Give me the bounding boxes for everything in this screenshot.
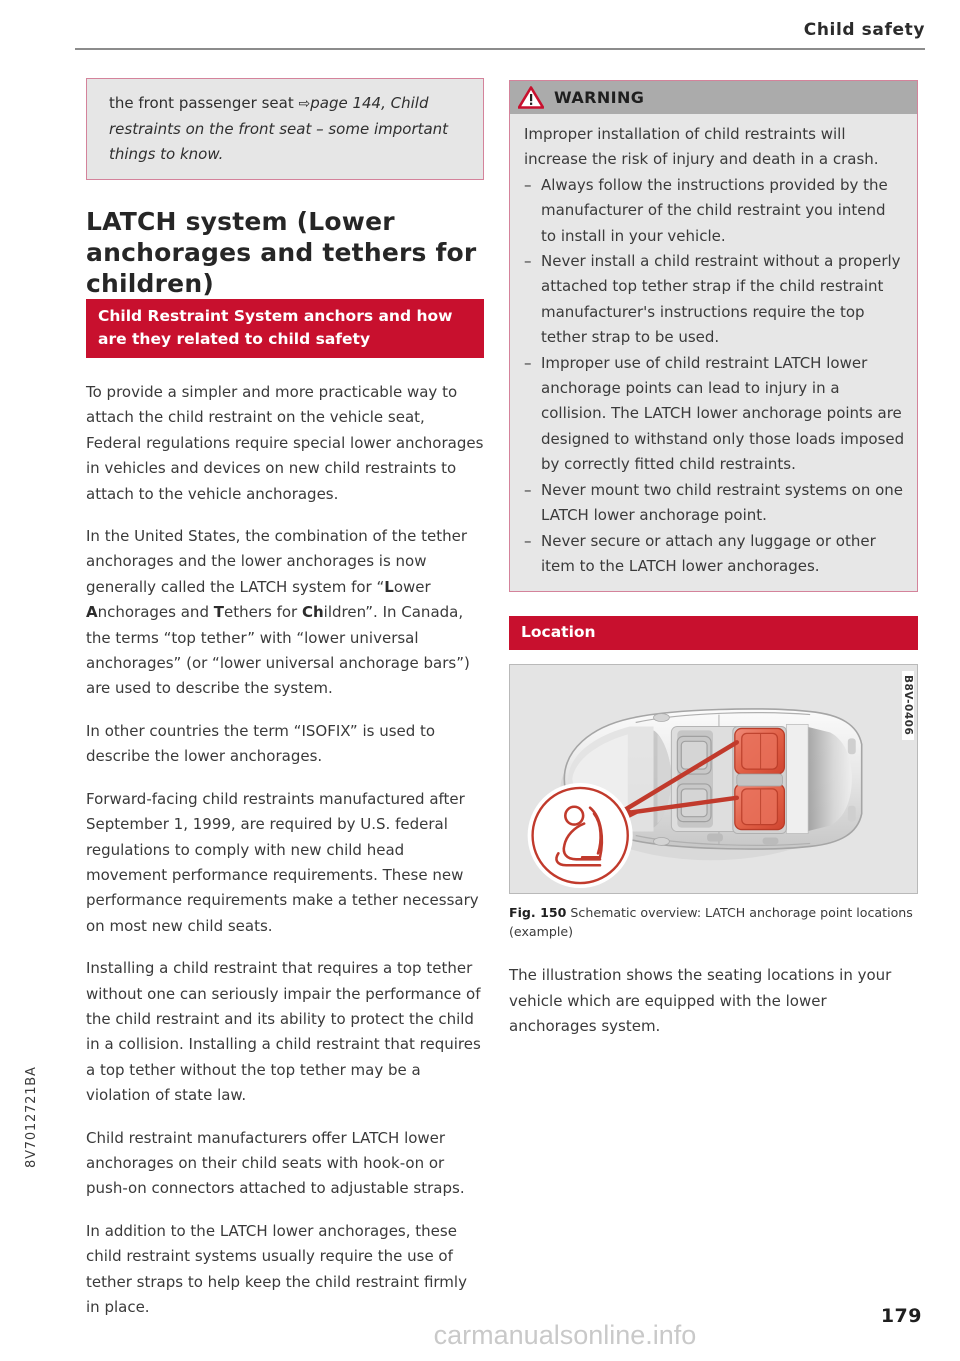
- warning-item-text: Never mount two child restraint systems on one LATCH lower anchorage point.: [541, 480, 904, 525]
- subsection-heading-location: Location: [509, 616, 918, 650]
- car-top-view-illustration: [510, 665, 917, 893]
- note-reference-text: page 144, Child restraints on the front seat – some important things to know.: [109, 94, 449, 163]
- warning-item: [524, 529, 905, 580]
- paragraph-top-tether: Installing a child restraint that requires a top tether without one can seriously impair the performance of the child restraint and its ability to protect the child in a collision. Installing a child restraint that requires a top tether without the top tether may be a violation of state law.: [86, 959, 481, 1105]
- page-header: [75, 22, 925, 62]
- paragraph-tether-straps: In addition to the LATCH lower anchorages, these child restraint systems usually require the use of tether straps to help keep the child restraint firmly in place.: [86, 1221, 467, 1316]
- paragraph-latch-definition: [86, 524, 484, 702]
- latch-bold-t: T: [213, 603, 224, 622]
- warning-box: [509, 80, 918, 592]
- paragraph-forward-facing: Forward-facing child restraints manufactured after September 1, 1999, are required by U.S. federal regulations to comply with new child head movement performance requirements. These new performance requirements make a tether necessary on most new child seats.: [86, 789, 479, 935]
- list-dash-icon: –: [524, 531, 532, 550]
- page-number: 179: [880, 1305, 922, 1327]
- paragraph-manufacturers: Child restraint manufacturers offer LATCH lower anchorages on their child seats with hook-on or push-on connectors attached to adjustable straps.: [86, 1128, 465, 1198]
- warning-item: [524, 173, 905, 249]
- latch-text-1: ower: [393, 577, 431, 596]
- continued-note-text: [109, 91, 469, 167]
- figure-caption-text: Schematic overview: LATCH anchorage point locations (example): [509, 905, 913, 940]
- left-column: [86, 78, 484, 1320]
- page-title: Child safety: [803, 20, 925, 40]
- right-column: [509, 80, 918, 1040]
- list-dash-icon: –: [524, 252, 532, 271]
- subsection-heading-anchors: Child Restraint System anchors and how are they related to child safety: [86, 299, 484, 358]
- warning-item-text: Never secure or attach any luggage or other item to the LATCH lower anchorages.: [541, 531, 876, 575]
- warning-header: [510, 81, 917, 114]
- latch-text-part1: In the United States, the combination of the tether anchorages and the lower anchorages is now generally called the LATCH system for “: [86, 527, 468, 596]
- warning-item-text: Improper use of child restraint LATCH lower anchorage points can lead to injury in a collision. The LATCH lower anchorage points are designed to withstand only those loads imposed by correctly fitted child restraints.: [541, 353, 905, 474]
- latch-text-2: nchorages and: [97, 603, 214, 622]
- warning-item: [524, 478, 905, 529]
- warning-title: WARNING: [554, 88, 645, 107]
- paragraph-illustration-note: The illustration shows the seating locations in your vehicle which are equipped with the lower anchorages system.: [509, 966, 892, 1036]
- warning-items-list: [524, 173, 905, 580]
- document-code-vertical: 8V7012721BA: [24, 1066, 39, 1168]
- watermark: carmanualsonline.info: [433, 1320, 697, 1350]
- list-dash-icon: –: [524, 480, 532, 499]
- latch-bold-a: A: [86, 603, 98, 622]
- list-dash-icon: –: [524, 175, 532, 194]
- list-dash-icon: –: [524, 353, 532, 372]
- latch-bold-ch: Ch: [301, 603, 324, 622]
- figure-caption-label: Fig. 150: [509, 905, 567, 921]
- warning-item-text: Always follow the instructions provided by the manufacturer of the child restraint you intend to install in your vehicle.: [541, 175, 888, 245]
- figure-latch-locations: [509, 664, 918, 894]
- header-divider: [75, 48, 925, 50]
- latch-text-4: ildren”. In Canada, the terms “top tether” with “lower universal anchorages” (or “lower universal anchorage bars”) are used to describe the system.: [86, 603, 470, 698]
- latch-text-3: ethers for: [223, 603, 302, 622]
- warning-triangle-icon: [518, 86, 544, 109]
- note-lead-text: the front passenger seat: [109, 94, 299, 112]
- section-title: LATCH system (Lower anchorages and tethers for children): [86, 207, 477, 298]
- warning-intro-text: Improper installation of child restraints will increase the risk of injury and death in a crash.: [524, 125, 879, 169]
- cross-reference-arrow-icon: ⇨: [298, 96, 311, 112]
- paragraph-isofix: In other countries the term “ISOFIX” is used to describe the lower anchorages.: [86, 721, 436, 766]
- figure-caption: [509, 903, 918, 941]
- warning-item-text: Never install a child restraint without a properly attached top tether strap if the child restraint manufacturer's instructions require the top tether strap to be used.: [541, 252, 901, 347]
- paragraph-intro: To provide a simpler and more practicable way to attach the child restraint on the vehicle seat, Federal regulations require special lower anchorages in vehicles and devices on new child restraints to attach to the vehicle anchorages.: [86, 383, 484, 503]
- warning-body: [510, 114, 917, 591]
- warning-item: [524, 249, 905, 351]
- figure-code-label: B8V-0406: [902, 671, 915, 739]
- warning-item: [524, 351, 905, 478]
- continued-note-box: [86, 78, 484, 180]
- latch-bold-l: L: [384, 577, 394, 596]
